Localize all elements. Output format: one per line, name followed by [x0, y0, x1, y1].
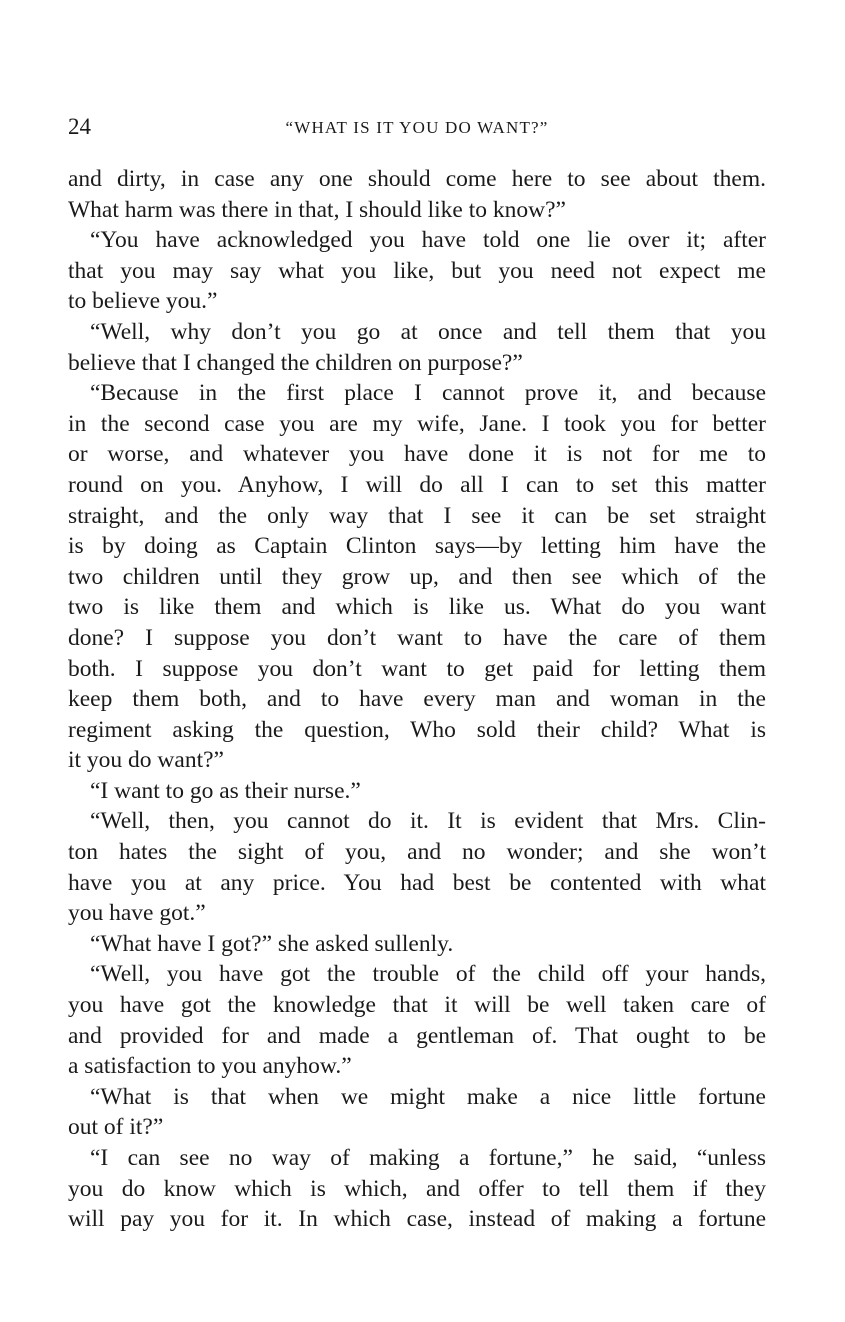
text-line: you have got the knowledge that it will be well taken care of [68, 992, 766, 1019]
text-line: have you at any price. You had best be contented with what [68, 869, 766, 896]
text-line: “What is that when we might make a nice little fortune [90, 1083, 766, 1110]
text-line: “Well, why don’t you go at once and tell them that you [90, 318, 766, 345]
text-line: “You have acknowledged you have told one lie over it; after [90, 227, 766, 254]
body-text [68, 164, 766, 1235]
text-line: “Well, you have got the trouble of the child off your hands, [90, 961, 766, 988]
text-line: keep them both, and to have every man and woman in the [68, 686, 766, 713]
page-header [68, 112, 766, 142]
text-line: straight, and the only way that I see it can be set straight [68, 502, 766, 529]
text-line: two children until they grow up, and then see which of the [68, 563, 766, 590]
text-line: “I want to go as their nurse.” [90, 777, 361, 804]
text-line: you do know which is which, and offer to tell them if they [68, 1175, 766, 1202]
text-line: is by doing as Captain Clinton says—by letting him have the [68, 533, 766, 560]
text-line: you have got.” [68, 900, 206, 927]
text-line: “Well, then, you cannot do it. It is evident that Mrs. Clin- [90, 808, 766, 835]
text-line: What harm was there in that, I should like to know?” [68, 196, 566, 223]
text-line: and provided for and made a gentleman of. That ought to be [68, 1022, 766, 1049]
text-line: believe that I changed the children on purpose?” [68, 349, 523, 376]
text-line: it you do want?” [68, 747, 224, 774]
text-line: will pay you for it. In which case, instead of making a fortune [68, 1206, 766, 1233]
text-line: “Because in the first place I cannot prove it, and because [90, 380, 766, 407]
text-line: ton hates the sight of you, and no wonder; and she won’t [68, 839, 766, 866]
page-number: 24 [68, 114, 91, 139]
text-line: “I can see no way of making a fortune,” he said, “unless [90, 1145, 766, 1171]
text-line: a satisfaction to you anyhow.” [68, 1053, 352, 1080]
text-line: in the second case you are my wife, Jane. I took you for better [68, 410, 766, 437]
text-line: both. I suppose you don’t want to get paid for letting them [68, 655, 766, 682]
text-line: regiment asking the question, Who sold their child? What is [68, 716, 766, 743]
text-line: to believe you.” [68, 288, 218, 315]
text-line: round on you. Anyhow, I will do all I can to set this matter [68, 471, 766, 498]
text-line: done? I suppose you don’t want to have the care of them [68, 624, 766, 651]
text-line: “What have I got?” she asked sullenly. [90, 930, 454, 957]
text-line: and dirty, in case any one should come here to see about them. [68, 166, 766, 192]
text-line: or worse, and whatever you have done it is not for me to [68, 441, 766, 468]
running-head: “WHAT IS IT YOU DO WANT?” [285, 118, 549, 137]
text-line: two is like them and which is like us. What do you want [68, 594, 766, 621]
text-line: out of it?” [68, 1114, 164, 1141]
text-line: that you may say what you like, but you need not expect me [68, 257, 766, 284]
